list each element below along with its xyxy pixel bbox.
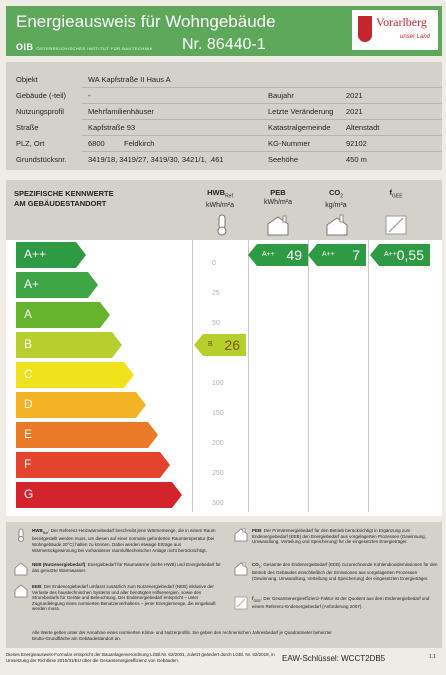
note-co2: $CO_2$: Gesamte den Endenergiebedarf (EEB) zuzurechnende Kohlendioxidemissionen für den Betrieb des Gebäudes einschließlich der Emissionen aus vorgelagerten Prozessen (Gewinnung, Umwandlung, Verteilung und Speicherung) der eingesetzten Energieträger. — [252, 562, 438, 582]
info-row-gebaeude: Gebäude (-teil) - Baujahr 2021 — [16, 91, 363, 100]
building-info-table — [6, 62, 442, 170]
rating-band-label: A — [24, 307, 33, 321]
rating-band-aplus — [16, 272, 98, 298]
rating-band-label: C — [24, 367, 33, 381]
rating-band-label: A++ — [24, 247, 47, 261]
house-icon — [14, 562, 28, 576]
rating-band-label: A+ — [24, 277, 40, 291]
chart-header — [6, 180, 442, 240]
house-icon — [14, 584, 28, 598]
rating-band-label: D — [24, 397, 33, 411]
peb-marker: A++ 49 — [248, 244, 308, 266]
info-row-objekt: Objekt WA Kapfstraße II Haus A — [16, 75, 171, 84]
energy-rating-chart — [6, 180, 442, 516]
vorarlberg-logo: Vorarlberg unser Land — [352, 10, 438, 50]
column-header-peb: PEB kWh/m²a — [264, 188, 292, 206]
efficiency-factor-icon — [234, 596, 248, 610]
info-row-nutzung: Nutzungsprofil Mehrfamilienhäuser Letzte Veränderung 2021 — [16, 107, 363, 116]
rating-band-c — [16, 362, 134, 388]
rating-band-label: G — [24, 487, 34, 501]
eaw-key: EAW-Schlüssel: WCCT2DB5 — [282, 654, 386, 663]
factory-house-icon — [234, 528, 248, 542]
oib-logo: OIB ÖSTERREICHISCHES INSTITUT FÜR BAUTECHNIK — [16, 42, 153, 52]
coat-of-arms-icon — [358, 16, 372, 42]
scale-tick: 200 — [212, 440, 224, 447]
certificate-title: Energieausweis für Wohngebäude — [16, 12, 276, 31]
column-header-fgee: $f_{GEE}$ — [389, 188, 403, 200]
factory-house-icon — [266, 214, 290, 234]
legal-footer: Dieses Energieausweis-Formular entspricht der Bauanlagenverordnung LGBl.Nr. 62/2001, zuletzt geändert durch LGBl. Nr. 92/2018, in Umsetzung der Richtlinie 2010/31/EU über die Gesamtenergieeffizienz von Gebäuden. — [6, 652, 275, 663]
emission-house-icon — [324, 214, 348, 234]
scale-tick: 25 — [212, 290, 220, 297]
scale-tick: 50 — [212, 320, 220, 327]
thermometer-icon — [210, 214, 234, 234]
co2-marker: A++ 7 — [308, 244, 366, 266]
scale-tick: 0 — [212, 260, 216, 267]
rating-band-label: E — [24, 427, 33, 441]
thermometer-icon — [14, 528, 28, 542]
definitions-section — [6, 522, 442, 648]
fgee-marker: A++ 0,55 — [370, 244, 430, 266]
scale-tick: 250 — [212, 470, 224, 477]
rating-band-aplusplus — [16, 242, 86, 268]
note-neb: NEB (Nutzenergiebedarf): Energiebedarf für Raumwärme (siehe HWB) und Energiebedarf für das genutzte Warmwasser. — [32, 562, 221, 573]
scale-tick: 300 — [212, 500, 224, 507]
note-eeb: EEB: Der Endenergiebedarf umfasst zusätzlich zum Nutzenergiebedarf (NEB) inklusive der Verluste des haustechnischen Systems und aller benötigten Hilfsenergien, sowie des Strombedarfs für Geräte und Beleuchtung. Der Endenergiebedarf entspricht – unter Zugrundelegung eines normierten Benutzerverhaltens – jener Energiemenge, die eingekauft werden muss. — [32, 584, 216, 612]
rating-band-d — [16, 392, 146, 418]
certificate-header — [6, 6, 442, 56]
rating-band-label: F — [24, 457, 32, 471]
rating-band-g — [16, 482, 182, 508]
info-row-strasse: Straße Kapfstraße 93 Katastralgemeinde Altenstadt — [16, 123, 380, 132]
info-row-grundstueck: Grundstücksnr. 3419/18, 3419/27, 3419/30, 3421/1, .461 Seehöhe 450 m — [16, 155, 367, 164]
chart-heading: SPEZIFISCHE KENNWERTE AM GEBÄUDESTANDORT — [14, 189, 114, 208]
column-header-co2: $CO_2$ kg/m²a — [325, 188, 347, 210]
hwb-marker: B 26 — [194, 334, 246, 356]
emission-house-icon — [234, 562, 248, 576]
note-fgee: $f_{GEE}$: Der Gesamtenergieeffizienz-Faktor ist der Quotient aus dem Endenergiebedarf und einem Referenz-Endenergiebedarf (Anforderung 2007). — [252, 596, 430, 610]
column-header-hwb: $HWB_{Ref}$ kWh/m²a — [206, 188, 234, 210]
info-row-plz: PLZ, Ort 6800 Feldkirch KG-Nummer 92102 — [16, 139, 367, 148]
certificate-number: Nr. 86440-1 — [182, 36, 266, 53]
rating-band-b — [16, 332, 122, 358]
note-hwb: $HWB_{Ref}$: Der Referenz-Heizwärmebedarf beschreibt jene Wärmemenge, die in einem Raum bereitgestellt werden muss, um diesen auf einer normativ geforderten Raumtemperatur (bei Wohngebäude 20°C) halten zu können. Dabei werden etwaige Erträge aus Wärmerückgewinnung bei vorhandener raumlufttechnischer Anlage nicht berücksichtigt. — [32, 528, 216, 553]
scale-tick: 150 — [212, 410, 224, 417]
rating-band-e — [16, 422, 158, 448]
efficiency-factor-icon — [384, 214, 408, 234]
rating-band-a — [16, 302, 110, 328]
scale-tick: 100 — [212, 380, 224, 387]
note-peb: PEB: Der Primärenergiebedarf für den Betrieb berücksichtigt in Ergänzung zum Endenergiebedarf (EEB) den Energiebedarf aus vorgelagerten Prozessen (Gewinnung, Umwandlung, Verteilung und Speicherung) für die eingesetzten Energieträger. — [252, 528, 426, 545]
rating-band-f — [16, 452, 170, 478]
note-closing: Alle Werte gelten unter der Annahme eines normierten Klima- und Nutzerprofils. Sie geben den rechnerischen Jahresbedarf je Quadratmeter beheizter Brutto-Grundfläche am Gebäudestandort an. — [32, 630, 332, 641]
page-number: 1.1 — [429, 654, 436, 660]
rating-band-label: B — [24, 337, 33, 351]
